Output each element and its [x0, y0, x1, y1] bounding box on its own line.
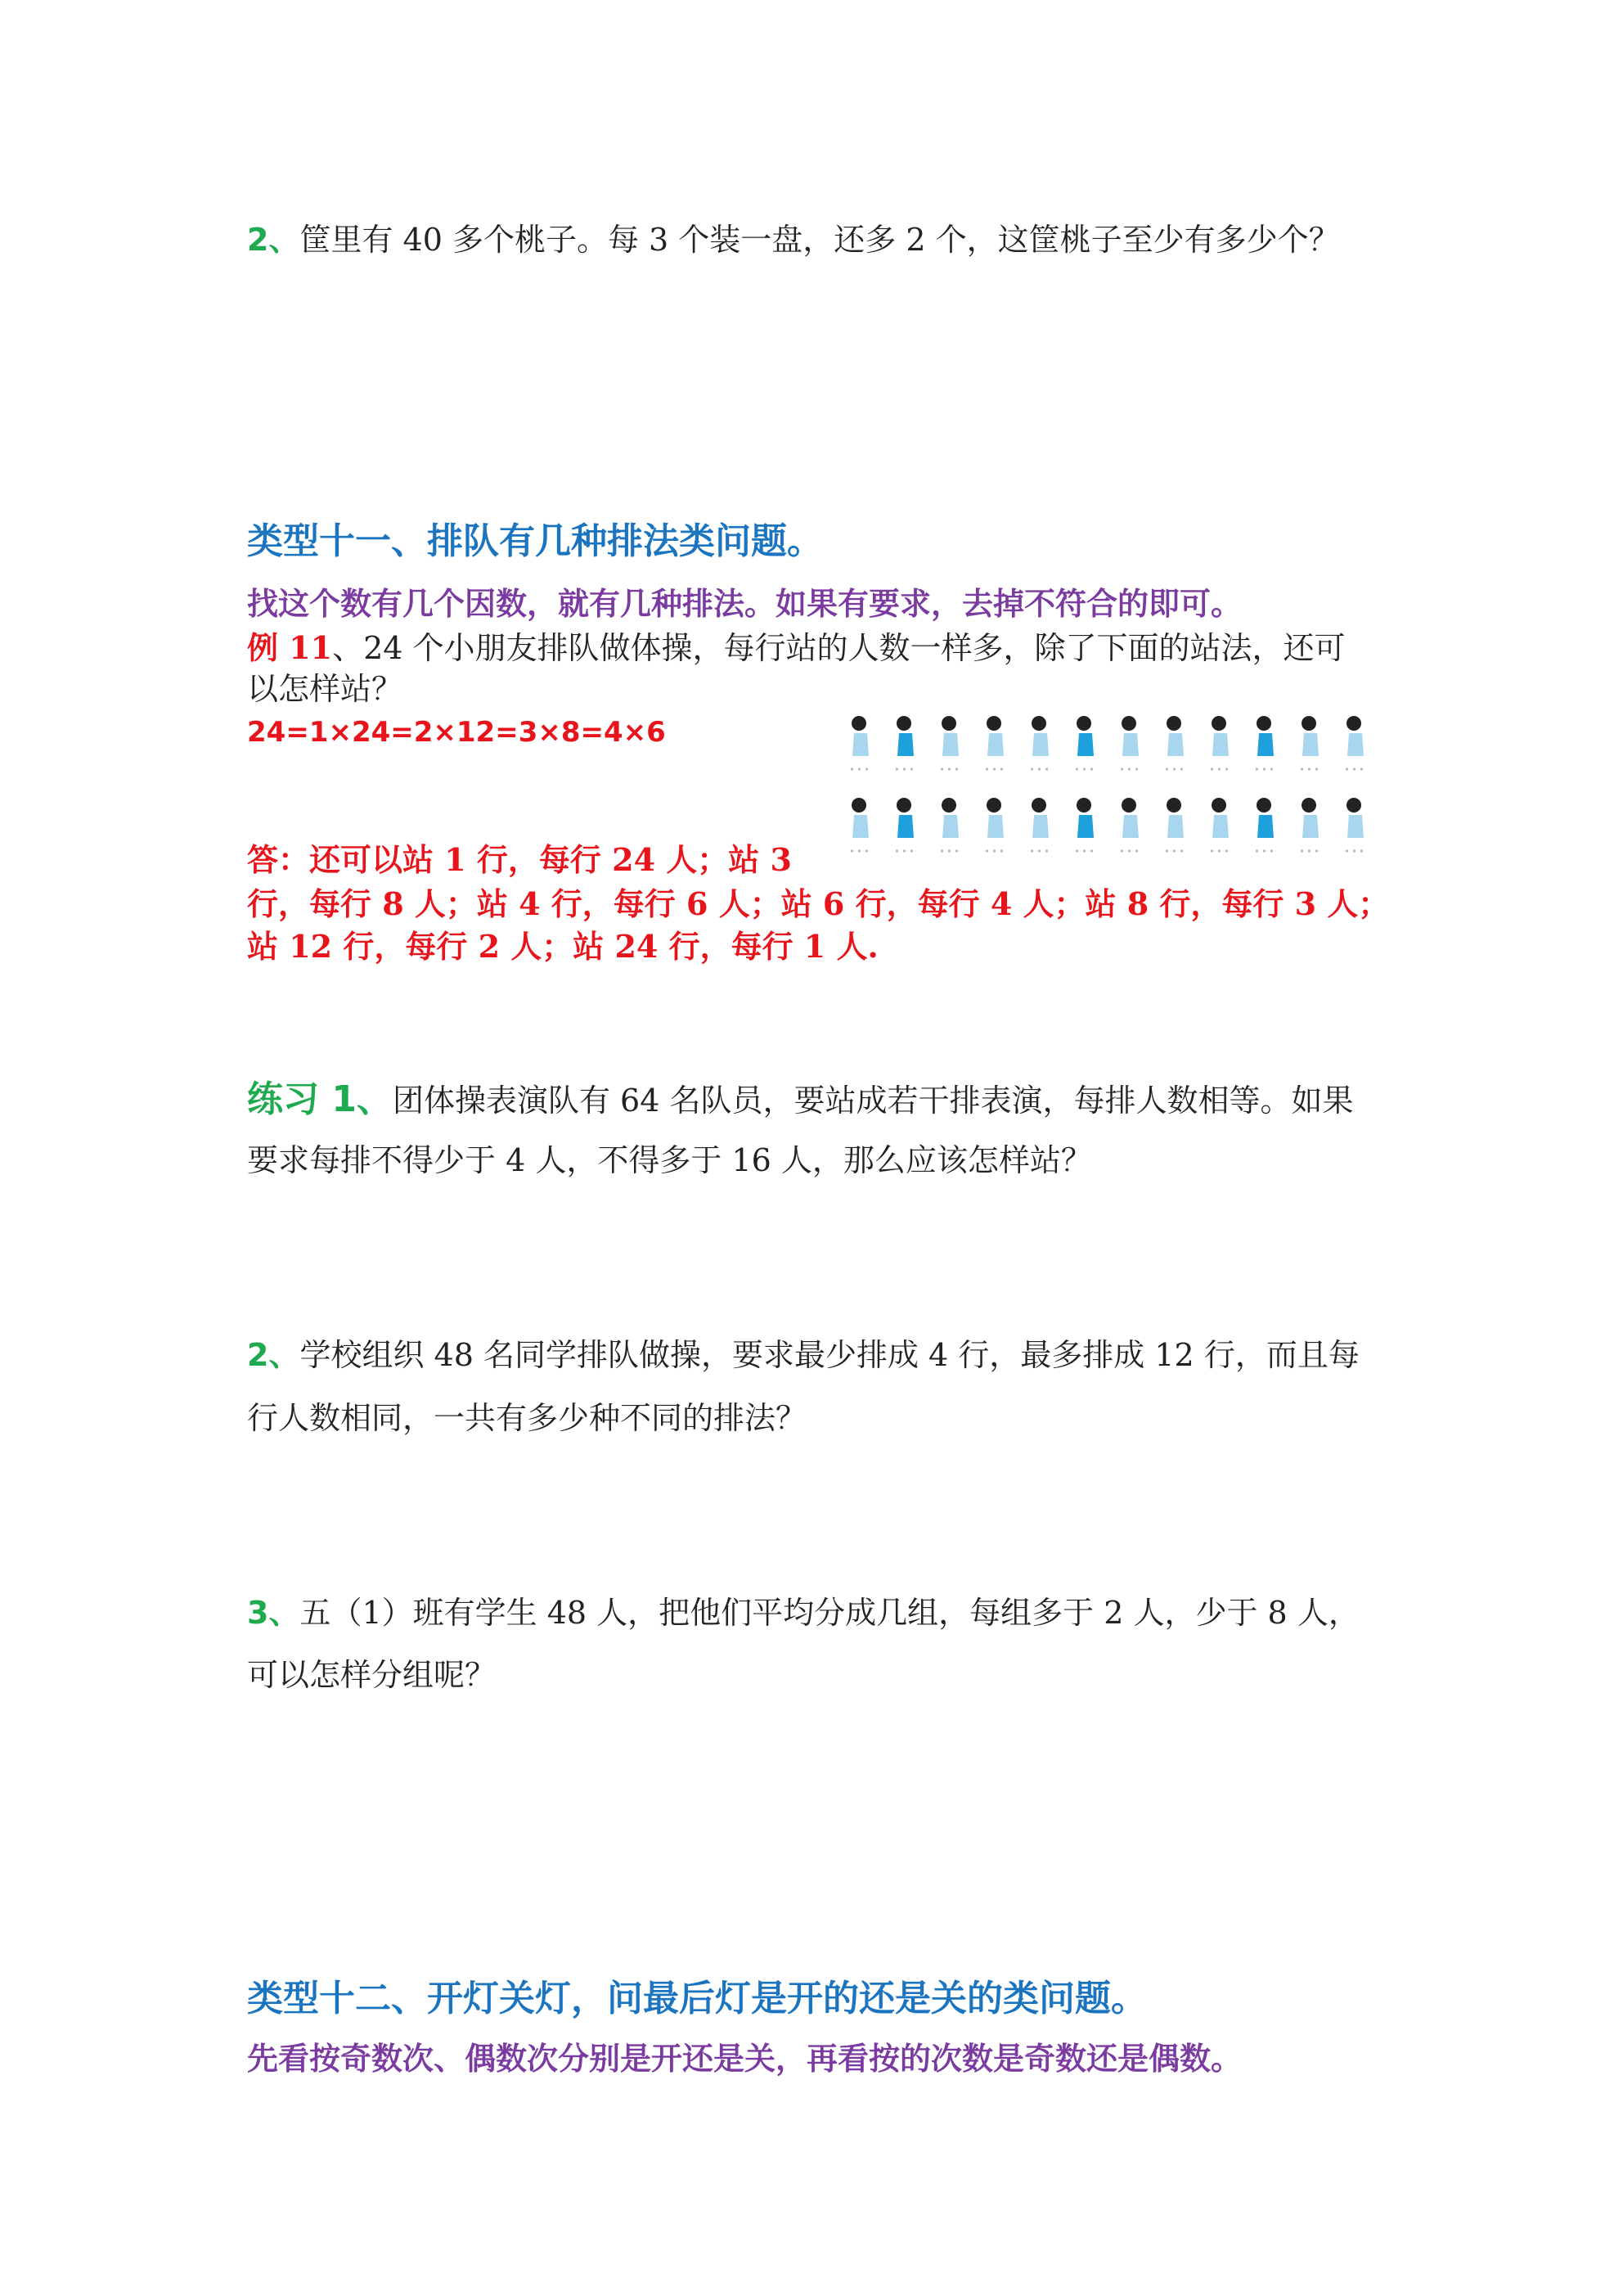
example-text: 、24 个小朋友排队做体操，每行站的人数一样多，除了下面的站法，还可 — [332, 630, 1346, 666]
practice-2-line2: 行人数相同，一共有多少种不同的排法？ — [247, 1400, 807, 1436]
child-figure — [1301, 798, 1320, 851]
child-figure — [896, 716, 915, 769]
question-text: 筐里有 40 多个桃子。每 3 个装一盘，还多 2 个，这筐桃子至少有多少个？ — [299, 222, 1340, 258]
child-figure — [1301, 716, 1320, 769]
practice-text: 五（1）班有学生 48 人，把他们平均分成几组，每组多于 2 人，少于 8 人， — [299, 1595, 1360, 1631]
child-figure — [1121, 716, 1140, 769]
practice-number: 3、 — [247, 1595, 300, 1631]
section-heading-type12: 类型十二、开灯关灯，问最后灯是开的还是关的类问题。 — [247, 1978, 1147, 2019]
practice-3-line2: 可以怎样分组呢？ — [247, 1657, 497, 1693]
practice-1-line2: 要求每排不得少于 4 人，不得多于 16 人，那么应该怎样站？ — [247, 1142, 1092, 1178]
answer-line-2: 行，每行 8 人；站 4 行，每行 6 人；站 6 行，每行 4 人；站 8 行，每行 3 人； — [247, 885, 1390, 922]
practice-text: 学校组织 48 名同学排队做操，要求最少排成 4 行，最多排成 12 行，而且每 — [299, 1337, 1360, 1373]
child-figure — [1211, 798, 1230, 851]
question-2 — [247, 222, 1340, 258]
child-figure — [941, 716, 960, 769]
child-figure — [1031, 798, 1050, 851]
example-11-line1 — [247, 629, 1346, 666]
child-figure — [851, 798, 870, 851]
practice-text: 团体操表演队有 64 名队员，要站成若干排表演，每排人数相等。如果 — [392, 1083, 1354, 1119]
example-11-line2: 以怎样站？ — [247, 671, 403, 707]
section-tip-type12: 先看按奇数次、偶数次分别是开还是关，再看按的次数是奇数还是偶数。 — [247, 2040, 1243, 2077]
practice-number: 2、 — [247, 1337, 300, 1373]
answer-line-3: 站 12 行，每行 2 人；站 24 行，每行 1 人. — [247, 928, 879, 965]
child-figure — [1076, 716, 1095, 769]
example-label: 例 11 — [247, 629, 333, 666]
question-number: 2、 — [247, 222, 300, 258]
child-figure — [1121, 798, 1140, 851]
child-figure — [851, 716, 870, 769]
child-figure — [1256, 716, 1275, 769]
child-figure — [1166, 716, 1185, 769]
child-figure — [1346, 798, 1365, 851]
child-figure — [1031, 716, 1050, 769]
child-figure — [986, 716, 1005, 769]
section-tip-type11: 找这个数有几个因数，就有几种排法。如果有要求，去掉不符合的即可。 — [247, 585, 1243, 622]
child-figure — [986, 798, 1005, 851]
answer-line-1: 答：还可以站 1 行，每行 24 人；站 3 — [247, 841, 792, 878]
practice-3 — [247, 1595, 1360, 1631]
practice-2 — [247, 1339, 1360, 1371]
child-figure — [1076, 798, 1095, 851]
practice-number: 练习 1、 — [247, 1078, 393, 1120]
child-figure — [1166, 798, 1185, 851]
factor-formula: 24=1×24=2×12=3×8=4×6 — [247, 716, 666, 749]
practice-1 — [247, 1078, 1354, 1120]
children-lineup-illustration — [834, 707, 1399, 879]
child-figure — [1346, 716, 1365, 769]
child-figure — [941, 798, 960, 851]
child-figure — [1211, 716, 1230, 769]
child-figure — [1256, 798, 1275, 851]
section-heading-type11: 类型十一、排队有几种排法类问题。 — [247, 520, 823, 562]
child-figure — [896, 798, 915, 851]
